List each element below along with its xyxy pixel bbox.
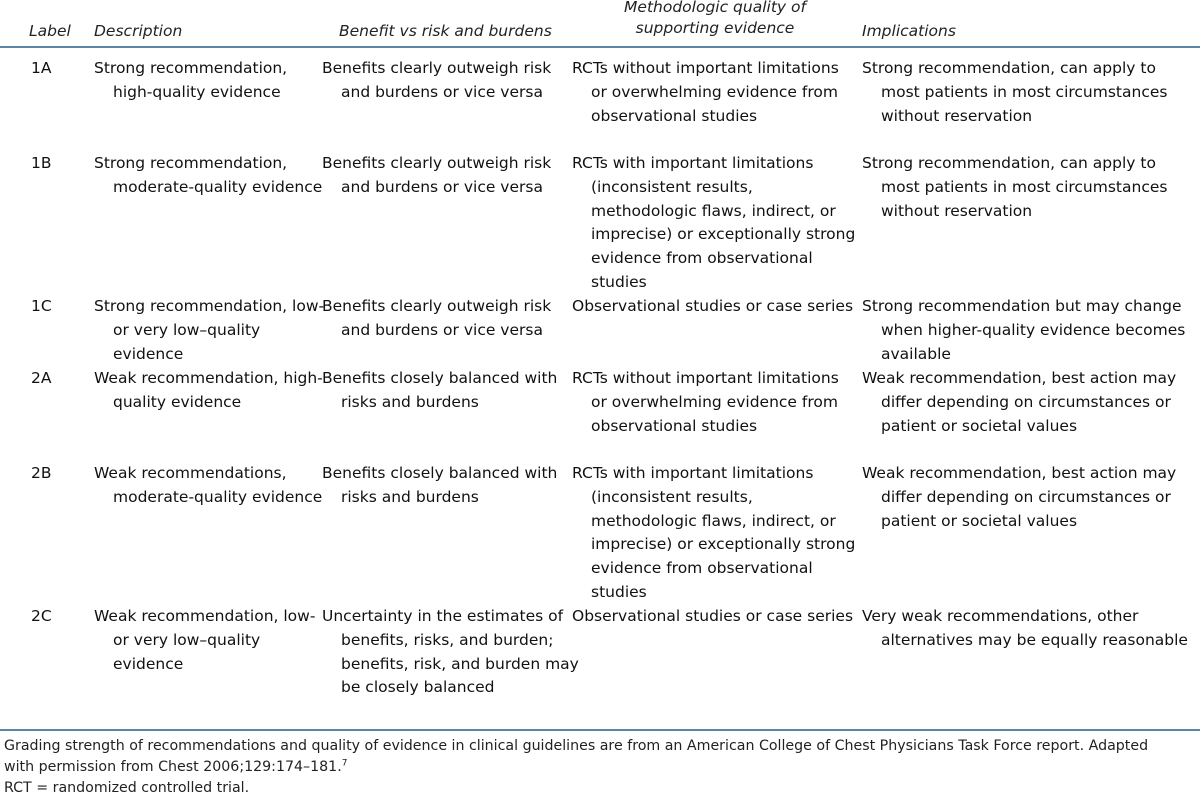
- row-quality: RCTs with important limitations (inconsistent results, methodologic flaws, indirect, or imprecise) or exceptionally strong evidence from observational studies: [572, 154, 856, 291]
- row-quality: RCTs with important limitations (inconsistent results, methodologic flaws, indirect, or imprecise) or exceptionally strong evidence from observational studies: [572, 464, 856, 601]
- row-implications: Strong recommendation, can apply to most patients in most circumstances without reservation: [862, 154, 1168, 220]
- row-benefit: Benefits clearly outweigh risk and burdens or vice versa: [322, 59, 552, 101]
- source-footnote: [4, 736, 1174, 778]
- row-label: 2B: [31, 464, 52, 482]
- header-implications: Implications: [862, 22, 956, 40]
- row-description: Weak recommendation, low- or very low–quality evidence: [94, 607, 316, 673]
- reference-superscript: 7: [341, 758, 348, 769]
- header-description: Description: [94, 22, 183, 40]
- row-quality: RCTs without important limitations or overwhelming evidence from observational studies: [572, 59, 839, 125]
- row-benefit: Uncertainty in the estimates of benefits, risks, and burden; benefits, risk, and burden may be closely balanced: [322, 607, 579, 697]
- header-label: Label: [29, 22, 71, 40]
- row-implications: Weak recommendation, best action may differ depending on circumstances or patient or societal values: [862, 464, 1177, 530]
- row-benefit: Benefits closely balanced with risks and burdens: [322, 369, 558, 411]
- row-description: Weak recommendations, moderate-quality evidence: [94, 464, 323, 506]
- row-label: 2A: [31, 369, 52, 387]
- row-quality: RCTs without important limitations or overwhelming evidence from observational studies: [572, 369, 839, 435]
- header-benefit: Benefit vs risk and burdens: [339, 22, 552, 40]
- row-quality: Observational studies or case series: [572, 297, 854, 315]
- row-description: Weak recommendation, high-quality evidence: [94, 369, 323, 411]
- row-implications: Strong recommendation but may change when higher-quality evidence becomes available: [862, 297, 1186, 363]
- row-description: Strong recommendation, low- or very low–quality evidence: [94, 297, 325, 363]
- row-implications: Very weak recommendations, other alternatives may be equally reasonable: [862, 607, 1188, 649]
- header-quality-line1: Methodologic quality of: [624, 0, 806, 16]
- row-implications: Weak recommendation, best action may differ depending on circumstances or patient or societal values: [862, 369, 1177, 435]
- row-label: 1C: [31, 297, 52, 315]
- header-quality: [600, 0, 830, 39]
- header-quality-line2: supporting evidence: [635, 19, 795, 37]
- row-implications: Strong recommendation, can apply to most patients in most circumstances without reservation: [862, 59, 1168, 125]
- header-rule: [0, 46, 1200, 48]
- source-footnote-text: Grading strength of recommendations and quality of evidence in clinical guidelines are from an American College of Chest Physicians Task Force report. Adapted with permission from Chest 2006;129:174–181.: [4, 738, 1149, 775]
- row-label: 1A: [31, 59, 52, 77]
- row-benefit: Benefits clearly outweigh risk and burdens or vice versa: [322, 297, 552, 339]
- row-description: Strong recommendation, high-quality evidence: [94, 59, 288, 101]
- row-quality: Observational studies or case series: [572, 607, 854, 625]
- row-description: Strong recommendation, moderate-quality evidence: [94, 154, 323, 196]
- row-label: 1B: [31, 154, 52, 172]
- abbreviation-footnote: RCT = randomized controlled trial.: [4, 780, 250, 796]
- bottom-rule: [0, 729, 1200, 731]
- row-benefit: Benefits closely balanced with risks and burdens: [322, 464, 558, 506]
- row-label: 2C: [31, 607, 52, 625]
- row-benefit: Benefits clearly outweigh risk and burdens or vice versa: [322, 154, 552, 196]
